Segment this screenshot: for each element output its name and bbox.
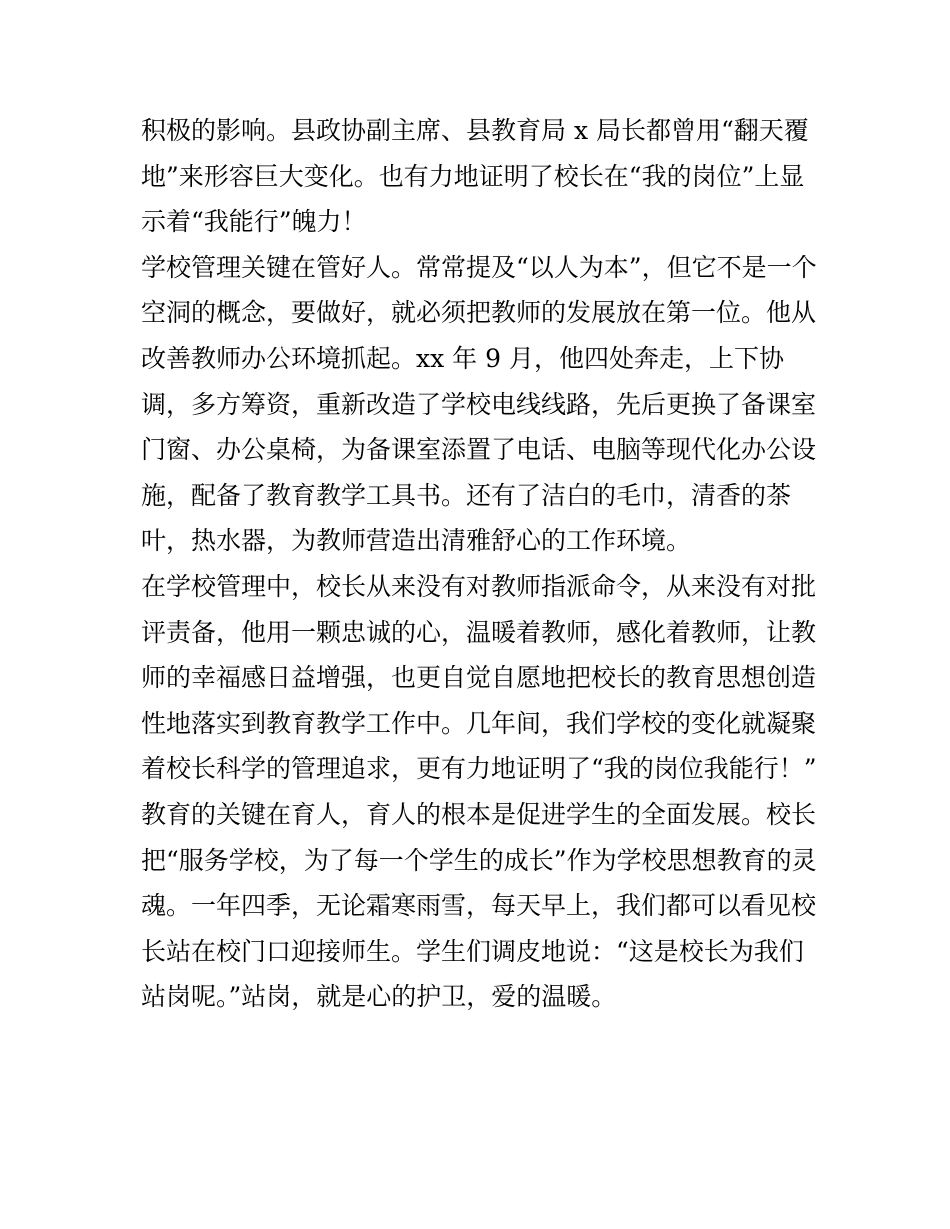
text-line: 示着“我能行”魄力！ (141, 207, 367, 237)
text-line: 性地落实到教育教学工作中。几年间，我们学校的变化就凝聚 (141, 708, 817, 738)
text-line: 师的幸福感日益增强，也更自觉自愿地把校长的教育思想创造 (141, 663, 817, 693)
text-line: 长站在校门口迎接师生。学生们调皮地说：“这是校长为我们 (141, 936, 804, 966)
text-line: 评责备，他用一颗忠诚的心，温暖着教师，感化着教师，让教 (141, 617, 817, 647)
text-line: 地”来形容巨大变化。也有力地证明了校长在“我的岗位”上显 (141, 161, 805, 191)
text-line: 把“服务学校，为了每一个学生的成长”作为学校思想教育的灵 (141, 845, 817, 875)
text-line: 积极的影响。县政协副主席、县教育局 x 局长都曾用“翻天覆 (141, 116, 809, 145)
text-line: 改善教师办公环境抓起。xx 年 9 月，他四处奔走，上下协 (141, 343, 784, 373)
text-line: 教育的关键在育人，育人的根本是促进学生的全面发展。校长 (141, 799, 817, 829)
document-body (141, 108, 821, 1020)
text-line: 站岗呢。”站岗，就是心的护卫，爱的温暖。 (141, 982, 617, 1012)
text-line: 调，多方筹资，重新改造了学校电线线路，先后更换了备课室 (141, 389, 817, 419)
text-line: 空洞的概念，要做好，就必须把教师的发展放在第一位。他从 (141, 298, 817, 328)
text-line: 着校长科学的管理追求，更有力地证明了“我的岗位我能行！” (141, 754, 817, 784)
text-line: 叶，热水器，为教师营造出清雅舒心的工作环境。 (141, 526, 692, 556)
text-line: 门窗、办公桌椅，为备课室添置了电话、电脑等现代化办公设 (141, 435, 817, 465)
text-line: 在学校管理中，校长从来没有对教师指派命令，从来没有对批 (141, 571, 817, 601)
text-line: 魂。一年四季，无论霜寒雨雪，每天早上，我们都可以看见校 (141, 891, 817, 921)
text-line: 施，配备了教育教学工具书。还有了洁白的毛巾，清香的茶 (141, 480, 792, 510)
text-line: 学校管理关键在管好人。常常提及“以人为本”，但它不是一个 (141, 252, 817, 282)
